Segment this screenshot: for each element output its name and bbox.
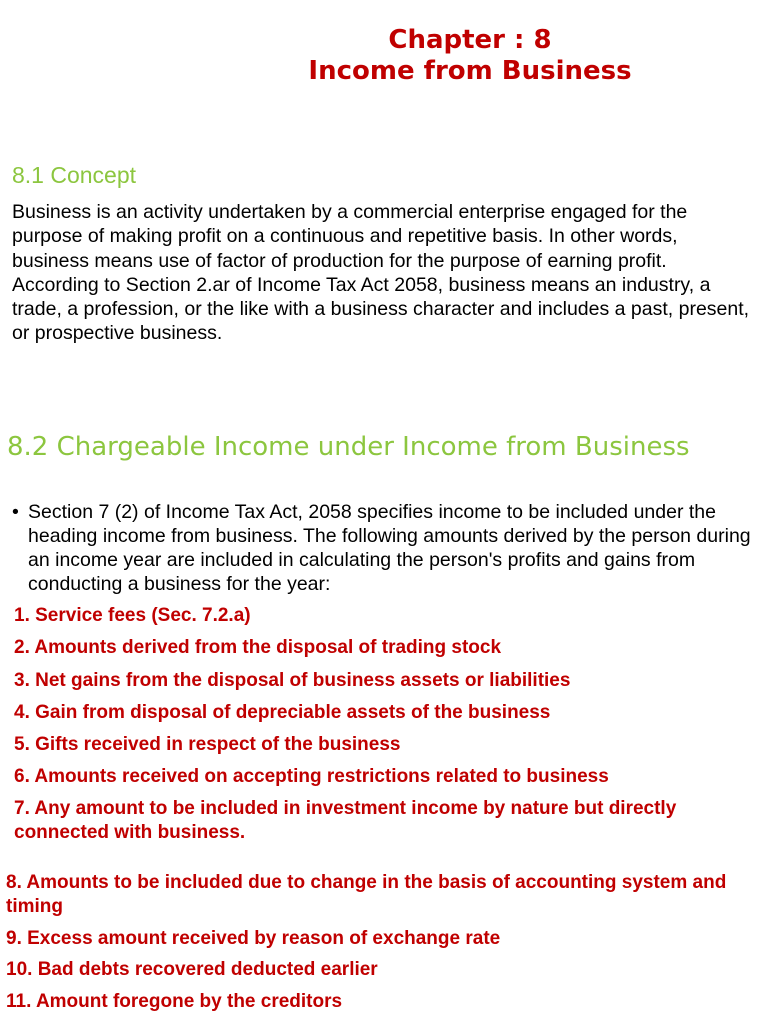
chapter-title: Income from Business (308, 56, 632, 86)
income-item-9: 9. Excess amount received by reason of exchange rate (6, 928, 501, 949)
income-item-5: 5. Gifts received in respect of the business (14, 734, 401, 755)
income-item-6: 6. Amounts received on accepting restrictions related to business (14, 766, 609, 787)
concept-paragraph: Business is an activity undertaken by a commercial enterprise engaged for the purpose of making profit on a continuous and repetitive basis. In other words, business means use of factor of production for the purpose of earning profit. According to Section 2.ar of Income Tax Act 2058, business means an industry, a trade, a profession, or the like with a business character and includes a past, present, or prospective business. (12, 201, 750, 345)
concept-heading: 8.1 Concept (12, 162, 137, 188)
income-item-7: 7. Any amount to be included in investment income by nature but directly connected with business. (14, 798, 677, 843)
income-item-1: 1. Service fees (Sec. 7.2.a) (14, 605, 251, 626)
section-7-bullet (12, 500, 768, 596)
income-item-3: 3. Net gains from the disposal of business assets or liabilities (14, 670, 571, 691)
income-item-4: 4. Gain from disposal of depreciable assets of the business (14, 702, 551, 723)
income-item-11: 11. Amount foregone by the creditors (6, 991, 343, 1012)
bullet-text: Section 7 (2) of Income Tax Act, 2058 specifies income to be included under the heading income from business. The following amounts derived by the person during an income year are included in calculating the person's profits and gains from conducting a business for the year: (28, 501, 751, 595)
income-item-2: 2. Amounts derived from the disposal of trading stock (14, 637, 502, 658)
chapter-number: Chapter : 8 (388, 25, 552, 55)
income-item-8: 8. Amounts to be included due to change in the basis of accounting system and timing (6, 872, 727, 917)
bullet-icon: • (12, 501, 19, 523)
chargeable-income-heading: 8.2 Chargeable Income under Income from Business (7, 432, 690, 462)
income-item-10: 10. Bad debts recovered deducted earlier (6, 959, 378, 980)
